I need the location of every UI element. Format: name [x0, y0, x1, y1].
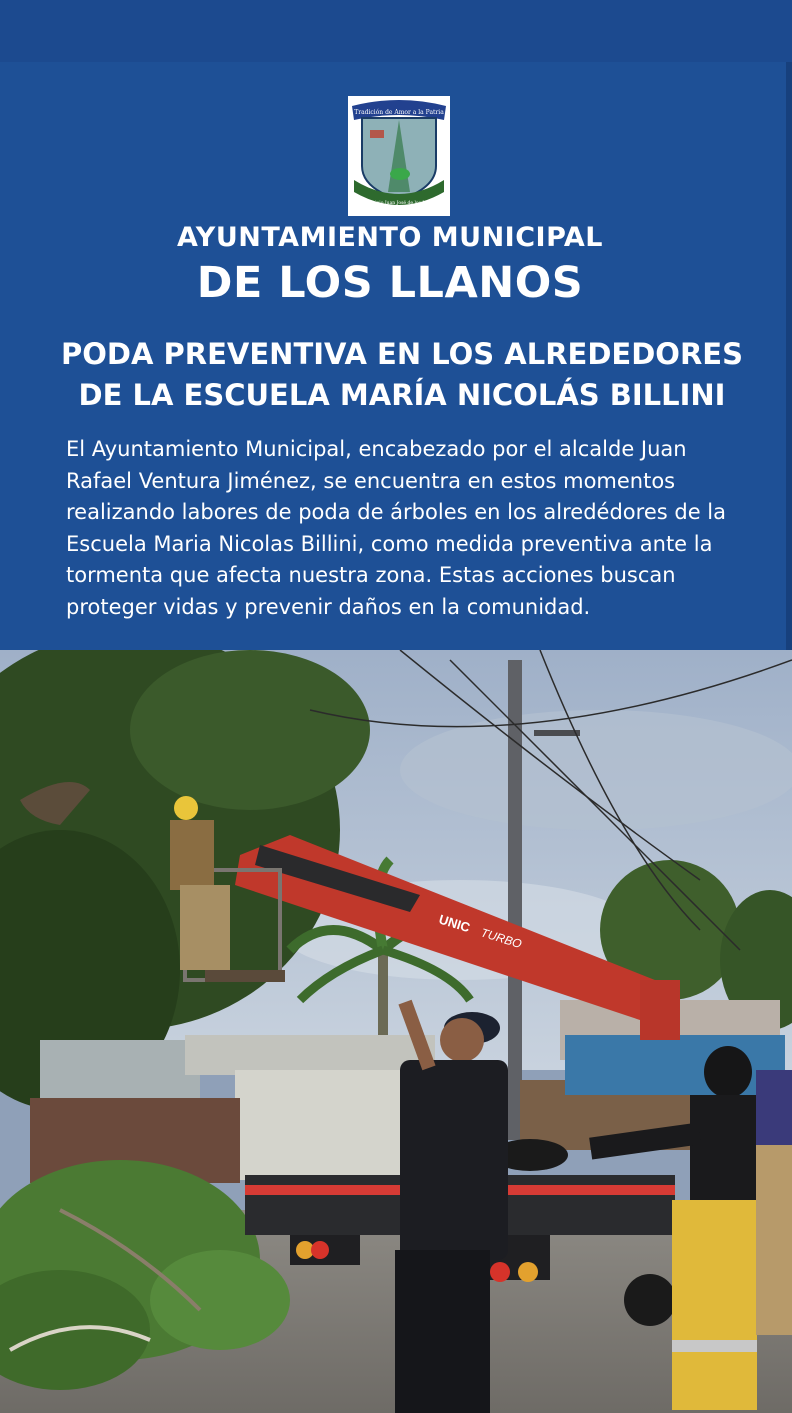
org-name-line1: AYUNTAMIENTO MUNICIPAL	[176, 222, 604, 253]
utility-pole	[508, 660, 522, 1140]
news-photo	[0, 650, 792, 1413]
headline	[20, 334, 784, 416]
body-paragraph: El Ayuntamiento Municipal, encabezado por el alcalde Juan Rafael Ventura Jiménez, se encuentra en estos momentos realizando labores de poda de árboles en los alredédores de la Escuela Maria Nicolas Billini, como medida preventiva ante la tormenta que afecta nuestra zona. Estas acciones buscan proteger vidas y prevenir daños en la comunidad.	[66, 437, 726, 619]
headline-line2: DE LA ESCUELA MARÍA NICOLÁS BILLINI	[78, 378, 726, 412]
headline-line1: PODA PREVENTIVA EN LOS ALREDEDORES	[61, 337, 743, 371]
crane-brand-label: UNIC	[437, 911, 472, 936]
top-band	[0, 0, 792, 62]
emblem-bottom-text: Municipio Juan José de los Llanos	[360, 201, 438, 206]
municipal-emblem	[348, 96, 450, 216]
org-name-line2: DE LOS LLANOS	[196, 258, 584, 308]
crane-model-label: TURBO	[479, 925, 524, 952]
emblem-banner-text: Tradición de Amor a la Patria	[354, 109, 444, 116]
